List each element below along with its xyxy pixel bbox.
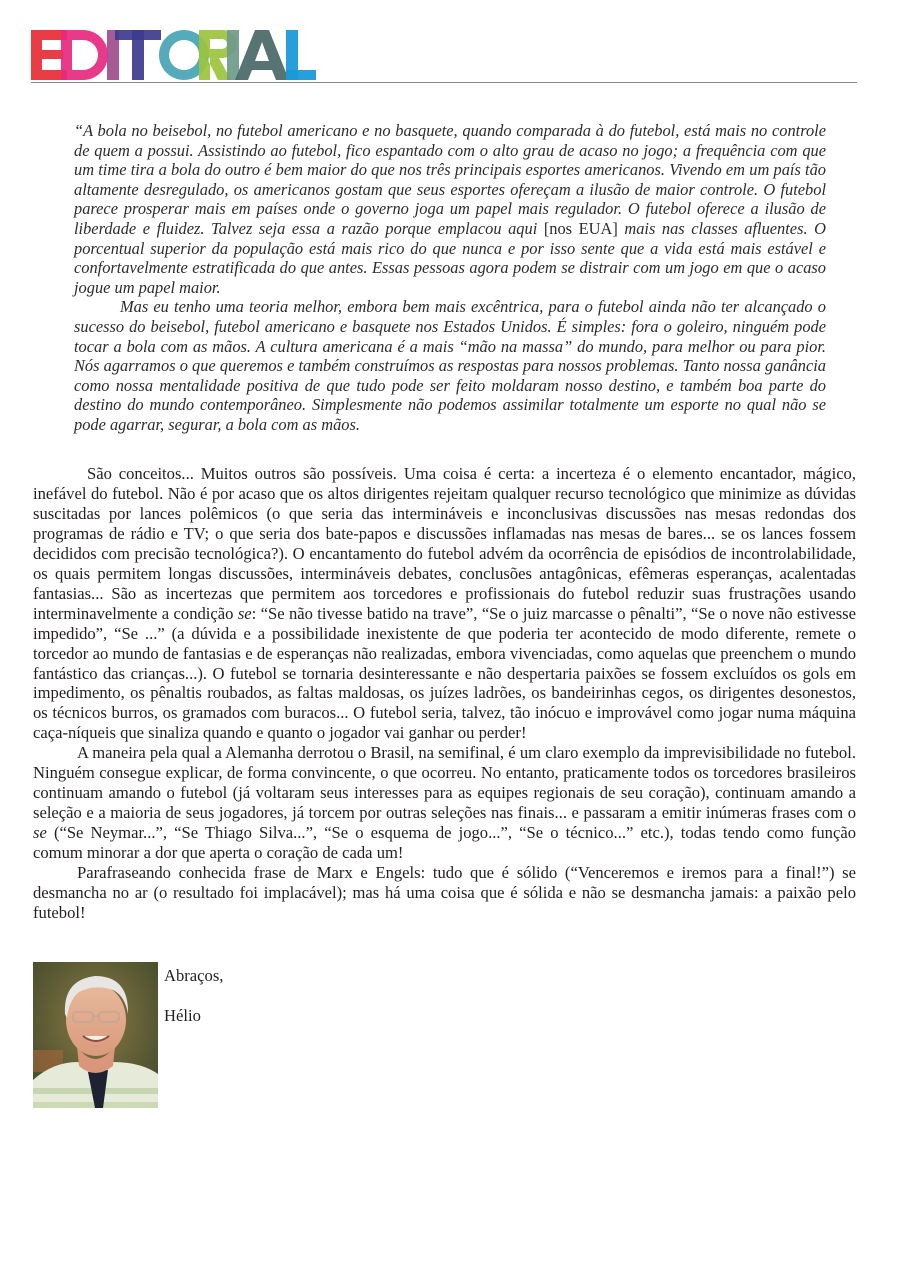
- body-text: : “Se não tivesse batido na trave”, “Se o juiz marcasse o pênalti”, “Se o nove não estivesse impedido”, “Se ...” (a dúvida e a possibilidade inexistente de que poderia ter acontecido de modo diferente, remete o torcedor ao mundo de fantasias e de esperanças não realizadas, embora vivenciadas, como aquelas que preenchem o mundo fantástico das crianças...). O futebol se tornaria desinteressante e não despertaria paixões se fossem excluídos os gols em impedimento, os pênaltis roubados, as faltas maldosas, os juízes ladrões, os bandeirinhas cegos, os dirigentes desonestos, os técnicos burros, os gramados com buracos... O futebol seria, talvez, tão inócuo e improvável como jogar numa máquina caça-níqueis que sinaliza quando e quanto o jogador vai ganhar ou perder!: [33, 603, 856, 743]
- editorial-logo: [31, 30, 316, 80]
- editorial-logo-graphic: [31, 30, 316, 80]
- article-body: [33, 464, 856, 923]
- emphasis-se: se: [237, 603, 252, 623]
- body-text: São conceitos... Muitos outros são possíveis. Uma coisa é certa: a incerteza é o elemento encantador, mágico, inefável do futebol. Não é por acaso que os altos dirigentes rejeitam qualquer recurso tecnológico que minimize as dúvidas suscitadas por lances polêmicos (o que seria das intermináveis e inconclusivas discussões nas mesas redondas dos programas de rádio e TV; o que seria dos bate-papos e discussões inflamadas nas mesas de bares... se os lances fossem decididos com precisão tecnológica?). O encantamento do futebol advém da ocorrência de episódios de incontrolabilidade, os quais permitem longas discussões, intermináveis debates, conclusões antagônicas, efêmeras esperanças, acalentadas fantasias... São as incertezas que permitem aos torcedores e profissionais do futebol reduzir suas frustrações usando interminavelmente a condição: [33, 464, 856, 623]
- quote-text: mais nas classes afluentes. O porcentual superior da população está mais rico do que nunca e por isso sente que a vida está mais estável e confortavelmente estratificada do que antes. Essas pessoas agora podem se distrair com um jogo em que o acaso jogue um papel maior.: [74, 218, 826, 297]
- epigraph-quote: [74, 121, 826, 435]
- quote-text: “A bola no beisebol, no futebol americano e no basquete, quando comparada à do futebol, está mais no controle de quem a possui. Assistindo ao futebol, fico espantado com o alto grau de acaso no jogo; a frequência com que um time tira a bola do outro é bem maior do que nos três principais esportes americanos. Vivendo em um país tão altamente desregulado, os americanos gostam que seus esportes ofereçam a ilusão de maior controle. O futebol parece prosperar mais em países onde o governo joga um papel mais regulador. O futebol oferece a ilusão de liberdade e fluidez. Talvez seja essa a razão porque emplacou aqui: [74, 121, 826, 238]
- author-photo: [33, 962, 158, 1108]
- body-paragraph-2: [33, 743, 856, 863]
- signoff-greeting: Abraços,: [164, 966, 224, 985]
- emphasis-se: se: [33, 823, 47, 843]
- header-divider: [31, 82, 857, 83]
- author-name: Hélio: [164, 1006, 201, 1025]
- body-text: A maneira pela qual a Alemanha derrotou o Brasil, na semifinal, é um claro exemplo da imprevisibilidade no futebol. Ninguém consegue explicar, de forma convincente, o que ocorreu. No entanto, praticamente todos os torcedores brasileiros continuam amando o futebol (já voltaram seus interesses para as equipes regionais de seu coração), continuam amando a seleção e a maioria de seus jogadores, já torcem por outras seleções nas finais... e passaram a emitir inúmeras frases com o: [33, 743, 856, 823]
- signoff: [164, 966, 223, 1046]
- author-portrait-image: [33, 962, 158, 1108]
- body-paragraph-1: [33, 464, 856, 743]
- quote-paragraph-1: [74, 121, 826, 297]
- body-paragraph-3: Parafraseando conhecida frase de Marx e Engels: tudo que é sólido (“Venceremos e iremos para a final!”) se desmancha no ar (o resultado foi implacável); mas há uma coisa que é sólida e não se desmancha jamais: a paixão pelo futebol!: [33, 863, 856, 922]
- quote-bracket-note: [nos EUA]: [543, 218, 618, 238]
- body-text: (“Se Neymar...”, “Se Thiago Silva...”, “Se o esquema de jogo...”, “Se o técnico...” etc.), todas tendo como função comum minorar a dor que aperta o coração de cada um!: [33, 823, 856, 863]
- quote-paragraph-2: Mas eu tenho uma teoria melhor, embora bem mais excêntrica, para o futebol ainda não ter alcançado o sucesso do beisebol, futebol americano e basquete nos Estados Unidos. É simples: fora o goleiro, ninguém pode tocar a bola com as mãos. A cultura americana é a mais “mão na massa” do mundo, para melhor ou para pior. Nós agarramos o que queremos e também construímos as respostas para nossos problemas. Tanto nossa ganância como nossa mentalidade positiva de que tudo pode ser feito moldaram nosso destino, e também boa parte do destino do mundo contemporâneo. Simplesmente não podemos assimilar totalmente um esporte no qual não se pode agarrar, segurar, a bola com as mãos.: [74, 297, 826, 434]
